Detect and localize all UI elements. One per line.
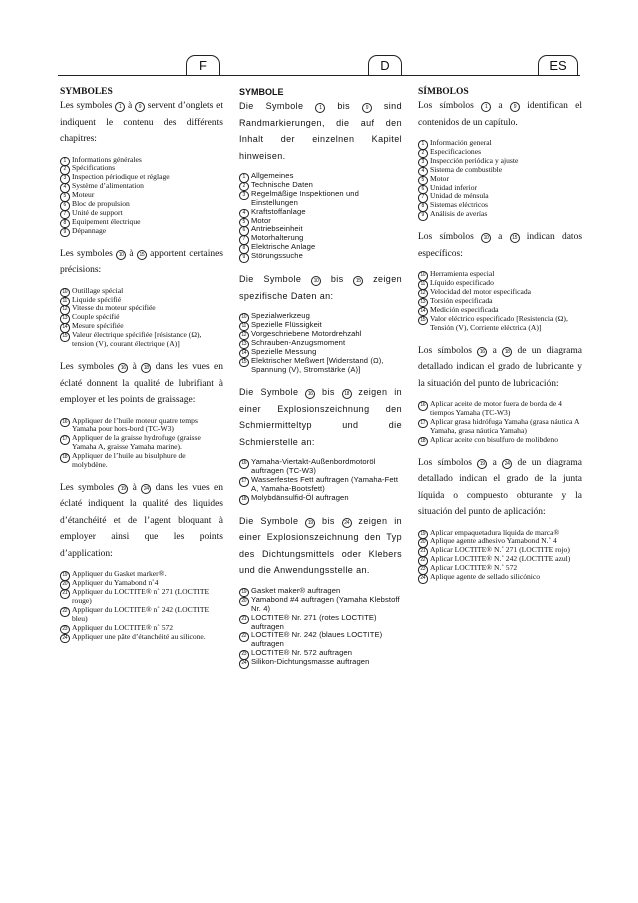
- symbol-number-icon: 18: [60, 453, 70, 463]
- list-item-text: Inspection périodique et réglage: [72, 172, 170, 182]
- symbol-number-icon: 4: [239, 209, 249, 219]
- symbol-number-icon: 10: [116, 250, 126, 260]
- symbol-number-icon: 4: [418, 167, 428, 177]
- symbol-number-icon: 19: [60, 571, 70, 581]
- list-item: [418, 436, 582, 445]
- list-item-text: Dépannage: [72, 225, 107, 235]
- symbol-number-icon: 3: [418, 158, 428, 168]
- list-item-text: Appliquer une pâte d’étanchéité au silicone.: [72, 631, 206, 641]
- list-item: [60, 633, 223, 642]
- list-item-text: Medición especificada: [430, 304, 499, 314]
- list-item-text: Aplicar LOCTITE® N.˚ 271 (LOCTITE rojo): [430, 545, 570, 555]
- list-item: [60, 434, 223, 452]
- symbol-number-icon: 11: [60, 297, 70, 307]
- intro-paragraph: [239, 271, 402, 304]
- list-item: [418, 315, 582, 333]
- symbol-number-icon: 2: [239, 182, 249, 192]
- intro-paragraph: [60, 480, 223, 563]
- symbol-number-icon: 19: [239, 588, 249, 598]
- paragraph-text: de un diagrama detallado indican el grado de lubricante y la situación del punto de lubricación:: [418, 345, 582, 389]
- symbol-number-icon: 1: [60, 157, 70, 167]
- list-item-text: Appliquer du LOCTITE® n˚ 242 (LOCTITE bleu): [72, 605, 210, 623]
- column-spanish: [418, 86, 582, 592]
- list-item: [239, 190, 402, 208]
- intro-paragraph: [418, 455, 582, 521]
- list-item: [239, 357, 402, 375]
- list-item-text: Informations générales: [72, 154, 142, 164]
- symbol-number-icon: 1: [418, 140, 428, 150]
- list-item-text: Liquide spécifié: [72, 294, 122, 304]
- symbol-number-icon: 24: [239, 659, 249, 669]
- symbol-list: [60, 417, 223, 470]
- symbol-number-icon: 12: [239, 331, 249, 341]
- symbol-list: [60, 156, 223, 236]
- section-title: SÍMBOLOS: [418, 87, 469, 97]
- symbol-number-icon: 24: [342, 518, 352, 528]
- paragraph-text: Les symboles: [60, 248, 117, 259]
- symbol-number-icon: 9: [418, 211, 428, 221]
- symbol-number-icon: 16: [118, 363, 128, 373]
- list-item-text: Regelmäßige Inspektionen und Einstellungen: [251, 188, 359, 207]
- list-item-text: Análisis de averías: [430, 209, 488, 219]
- paragraph-text: a: [487, 457, 503, 468]
- paragraph-text: apportent certaines précisions:: [60, 248, 224, 276]
- list-item-text: Bloc de propulsion: [72, 199, 130, 209]
- symbol-number-icon: 7: [239, 235, 249, 245]
- symbol-number-icon: 24: [141, 484, 151, 494]
- intro-paragraph: [60, 246, 223, 279]
- list-item-text: Spezielle Messung: [251, 346, 317, 356]
- symbol-number-icon: 6: [60, 201, 70, 211]
- symbol-number-icon: 10: [481, 233, 491, 243]
- symbol-number-icon: 18: [502, 347, 512, 357]
- symbol-number-icon: 10: [239, 313, 249, 323]
- list-item: [418, 400, 582, 418]
- symbol-number-icon: 8: [60, 219, 70, 229]
- symbol-number-icon: 15: [60, 332, 70, 342]
- list-item-text: Motorhalterung: [251, 233, 304, 243]
- symbol-number-icon: 8: [239, 244, 249, 254]
- list-item: [60, 452, 223, 470]
- list-item-text: Appliquer du LOCTITE® n˚ 572: [72, 622, 174, 632]
- symbol-list: [239, 172, 402, 261]
- list-item-text: Silikon-Dichtungsmasse auftragen: [251, 657, 370, 667]
- paragraph-text: identifican el contenidos de un capítulo.: [418, 101, 582, 128]
- paragraph-text: zeigen spezifische Daten an:: [239, 274, 402, 301]
- list-item-text: Couple spécifié: [72, 312, 120, 322]
- paragraph-text: Les symboles: [60, 362, 119, 372]
- list-item-text: Technische Daten: [251, 179, 313, 189]
- symbol-number-icon: 1: [315, 103, 325, 113]
- tab-german: D: [368, 55, 402, 75]
- symbol-number-icon: 9: [510, 102, 520, 112]
- list-item-text: Información general: [430, 138, 492, 147]
- symbol-number-icon: 24: [418, 574, 428, 584]
- intro-paragraph: [418, 229, 582, 262]
- list-item-text: Yamaha-Viertakt-Außenbordmotoröl auftragen (TC-W3): [251, 457, 376, 476]
- intro-paragraph: [418, 343, 582, 393]
- symbol-list: [239, 458, 402, 503]
- list-item-text: Outillage spécial: [72, 285, 124, 295]
- section-title: SYMBOLES: [60, 87, 113, 97]
- list-item-text: Inspección periódica y ajuste: [430, 155, 519, 165]
- symbol-number-icon: 5: [418, 176, 428, 186]
- paragraph-text: Die Symbole: [239, 101, 316, 111]
- list-item-text: Störungssuche: [251, 251, 303, 261]
- paragraph-text: Les symboles: [60, 482, 119, 493]
- symbol-number-icon: 14: [418, 307, 428, 317]
- symbol-number-icon: 23: [418, 565, 428, 575]
- list-item-text: Especificaciones: [430, 146, 482, 156]
- list-item-text: Aplique agente adhesivo Yamabond N.˚ 4: [430, 536, 557, 546]
- paragraph-text: a: [490, 232, 510, 243]
- paragraph-text: Die Symbole: [239, 515, 306, 526]
- header-rule: [58, 75, 580, 76]
- symbol-number-icon: 15: [137, 250, 147, 260]
- paragraph-text: zeigen in einer Explosionszeichnung den Schmiermitteltyp und die Schmierstelle an:: [239, 387, 402, 447]
- symbol-number-icon: 12: [418, 289, 428, 299]
- symbol-number-icon: 24: [60, 634, 70, 644]
- list-item-text: Moteur: [72, 190, 95, 200]
- list-item: [239, 658, 402, 667]
- list-item-text: Spezielle Flüssigkeit: [251, 319, 322, 329]
- paragraph-text: a: [487, 345, 503, 356]
- intro-paragraph: [239, 98, 402, 164]
- paragraph-text: indican datos específicos:: [418, 232, 583, 259]
- paragraph-text: dans les vues en éclaté donnent la qualité de lubrifiant à employer et les points de graissage:: [60, 362, 223, 405]
- list-item-text: Unidad de ménsula: [430, 191, 489, 201]
- list-item-text: Sistemas eléctricos: [430, 200, 488, 210]
- paragraph-text: à: [125, 101, 135, 111]
- list-item: [418, 418, 582, 436]
- list-item-text: Vitesse du moteur spécifiée: [72, 303, 156, 313]
- symbol-number-icon: 6: [239, 226, 249, 236]
- column-german: [239, 86, 402, 677]
- tab-spanish: ES: [538, 55, 578, 75]
- symbol-number-icon: 22: [239, 632, 249, 642]
- list-item-text: Aplicar empaquetadura líquida de marca®: [430, 527, 560, 537]
- list-item-text: Appliquer du Gasket marker®.: [72, 569, 167, 579]
- paragraph-text: de un diagrama detallado indican el grado de la junta líquida o compuesto obturante y la situación del punto de aplicación:: [418, 457, 582, 518]
- symbol-number-icon: 5: [239, 218, 249, 228]
- list-item: [418, 573, 582, 582]
- list-item-text: Unité de support: [72, 207, 123, 217]
- list-item-text: Molybdänsulfid-Öl auftragen: [251, 493, 349, 503]
- symbol-list: [418, 529, 582, 582]
- symbol-number-icon: 19: [418, 530, 428, 540]
- intro-paragraph: [60, 359, 223, 409]
- list-item: [239, 476, 402, 494]
- symbol-number-icon: 9: [135, 102, 145, 112]
- paragraph-text: à: [128, 482, 142, 493]
- paragraph-text: a: [491, 101, 510, 111]
- list-item: [239, 631, 402, 649]
- list-item-text: Aplicar aceite de motor fuera de borda de 4 tiempos Yamaha (TC-W3): [430, 399, 562, 417]
- symbol-number-icon: 18: [342, 389, 352, 399]
- list-item-text: Motor: [251, 215, 271, 225]
- paragraph-text: bis: [321, 274, 354, 285]
- intro-paragraph: [418, 98, 582, 131]
- symbol-number-icon: 15: [239, 358, 249, 368]
- symbol-number-icon: 3: [60, 174, 70, 184]
- list-item-text: LOCTITE® Nr. 271 (rotes LOCTITE) auftragen: [251, 612, 377, 631]
- symbol-number-icon: 22: [418, 556, 428, 566]
- list-item: [239, 494, 402, 503]
- symbol-number-icon: 10: [60, 288, 70, 298]
- symbol-number-icon: 7: [60, 210, 70, 220]
- list-item-text: Gasket maker® auftragen: [251, 585, 341, 595]
- symbol-number-icon: 1: [115, 102, 125, 112]
- paragraph-text: Los símbolos: [418, 345, 478, 356]
- symbol-number-icon: 16: [418, 401, 428, 411]
- list-item-text: Aplicar LOCTITE® N.˚ 242 (LOCTITE azul): [430, 554, 571, 564]
- symbol-number-icon: 15: [510, 233, 520, 243]
- symbol-number-icon: 13: [60, 314, 70, 324]
- list-item-text: Kraftstoffanlage: [251, 206, 306, 216]
- symbol-number-icon: 10: [418, 271, 428, 281]
- list-item-text: LOCTITE® Nr. 572 auftragen: [251, 648, 353, 658]
- symbol-number-icon: 1: [481, 102, 491, 112]
- symbol-number-icon: 4: [60, 183, 70, 193]
- list-item: [60, 417, 223, 435]
- symbol-list: [60, 570, 223, 641]
- symbol-number-icon: 21: [418, 547, 428, 557]
- list-item-text: Aplicar aceite con bisulfuro de molibdeno: [430, 434, 558, 444]
- list-item: [239, 614, 402, 632]
- paragraph-text: bis: [325, 101, 362, 111]
- list-item-text: Equipement électrique: [72, 216, 141, 226]
- paragraph-text: Los símbolos: [418, 457, 478, 468]
- symbol-number-icon: 11: [239, 322, 249, 332]
- symbol-number-icon: 20: [418, 538, 428, 548]
- symbol-number-icon: 21: [239, 615, 249, 625]
- list-item-text: Motor: [430, 173, 449, 183]
- list-item-text: Sistema de combustible: [430, 164, 503, 174]
- symbol-number-icon: 23: [60, 625, 70, 635]
- list-item: [60, 588, 223, 606]
- list-item: [60, 606, 223, 624]
- symbol-number-icon: 14: [60, 323, 70, 333]
- symbol-number-icon: 3: [239, 191, 249, 201]
- list-item-text: Allgemeines: [251, 171, 294, 180]
- symbol-number-icon: 18: [141, 363, 151, 373]
- list-item-text: Appliquer du Yamabond n˚4: [72, 578, 159, 588]
- list-item: [418, 210, 582, 219]
- symbol-number-icon: 20: [239, 597, 249, 607]
- symbol-number-icon: 13: [418, 298, 428, 308]
- symbol-list: [418, 270, 582, 332]
- list-item-text: Valeur électrique spécifiée [résistance (Ω), tension (V), courant électrique (A)]: [72, 330, 202, 349]
- list-item-text: Unidad inferior: [430, 182, 478, 192]
- symbol-number-icon: 16: [477, 347, 487, 357]
- symbol-number-icon: 20: [60, 580, 70, 590]
- list-item-text: Líquido especificado: [430, 278, 494, 288]
- symbol-number-icon: 18: [418, 437, 428, 447]
- list-item-text: Elektrische Anlage: [251, 242, 316, 252]
- list-item-text: Herramienta especial: [430, 269, 495, 279]
- paragraph-text: servent d’onglets et indiquent le contenu des différents chapitres:: [60, 101, 223, 144]
- paragraph-text: Los símbolos: [418, 232, 481, 243]
- intro-paragraph: [239, 513, 402, 579]
- symbol-number-icon: 9: [60, 228, 70, 238]
- symbol-number-icon: 19: [477, 459, 487, 469]
- intro-paragraph: [239, 384, 402, 450]
- symbol-list: [418, 139, 582, 219]
- symbol-number-icon: 14: [239, 349, 249, 359]
- paragraph-text: à: [128, 362, 142, 372]
- symbol-number-icon: 5: [60, 192, 70, 202]
- symbol-number-icon: 2: [418, 149, 428, 159]
- paragraph-text: Los símbolos: [418, 101, 482, 111]
- list-item-text: Appliquer de la graisse hydrofuge (graisse Yamaha A, graisse Yamaha marine).: [72, 433, 201, 452]
- list-item-text: Spécifications: [72, 163, 116, 173]
- symbol-number-icon: 8: [418, 202, 428, 212]
- symbol-list: [60, 287, 223, 349]
- symbol-number-icon: 16: [305, 389, 315, 399]
- list-item-text: Spezialwerkzeug: [251, 311, 310, 321]
- list-item-text: LOCTITE® Nr. 242 (blaues LOCTITE) auftragen: [251, 630, 383, 649]
- paragraph-text: dans les vues en éclaté indiquent la qualité des liquides d’étanchéité et de l’agent bloquant à employer ainsi que les points d’application:: [60, 482, 223, 559]
- list-item-text: Elektrischer Meßwert [Widerstand (Ω), Spannung (V), Stromstärke (A)]: [251, 355, 384, 374]
- symbol-number-icon: 17: [239, 477, 249, 487]
- list-item: [239, 596, 402, 614]
- paragraph-text: sind Randmarkierungen, die auf den Inhalt der einzelnen Kapitel hinweisen.: [239, 101, 402, 161]
- list-item: [60, 227, 223, 236]
- list-item-text: Schrauben-Anzugsmoment: [251, 337, 346, 347]
- list-item-text: Aplicar grasa hidrófuga Yamaha (grasa náutica A Yamaha, grasa náutica Yamaha): [430, 416, 580, 435]
- list-item-text: Vorgeschriebene Motordrehzahl: [251, 328, 362, 338]
- list-item: [60, 331, 223, 349]
- list-item-text: Velocidad del motor especificada: [430, 286, 531, 296]
- symbol-number-icon: 23: [239, 650, 249, 660]
- symbol-number-icon: 22: [60, 607, 70, 617]
- tab-french: F: [186, 55, 220, 75]
- symbol-list: [418, 400, 582, 445]
- paragraph-text: Die Symbole: [239, 387, 306, 398]
- symbol-number-icon: 19: [118, 484, 128, 494]
- symbol-number-icon: 15: [418, 316, 428, 326]
- paragraph-text: Les symboles: [60, 101, 116, 111]
- list-item-text: Yamabond #4 auftragen (Yamaha Klebstoff Nr. 4): [251, 594, 400, 613]
- section-title: SYMBOLE: [239, 87, 284, 97]
- list-item-text: Appliquer de l’huile au bisulphure de molybdène.: [72, 451, 186, 470]
- list-item-text: Appliquer de l’huile moteur quatre temps Yamaha pour hors-bord (TC-W3): [72, 415, 198, 434]
- symbol-number-icon: 10: [311, 276, 321, 286]
- column-french: [60, 86, 223, 652]
- symbol-number-icon: 7: [418, 193, 428, 203]
- list-item-text: Antriebseinheit: [251, 224, 303, 234]
- list-item-text: Appliquer du LOCTITE® n˚ 271 (LOCTITE rouge): [72, 587, 210, 606]
- symbol-number-icon: 12: [60, 305, 70, 315]
- symbol-number-icon: 24: [502, 459, 512, 469]
- symbol-number-icon: 21: [60, 589, 70, 599]
- symbol-number-icon: 9: [239, 253, 249, 263]
- paragraph-text: à: [126, 248, 137, 259]
- list-item-text: Aplicar LOCTITE® N.˚ 572: [430, 563, 518, 573]
- symbol-number-icon: 11: [418, 280, 428, 290]
- symbol-number-icon: 15: [353, 276, 363, 286]
- symbol-number-icon: 9: [362, 103, 372, 113]
- list-item-text: Système d’alimentation: [72, 181, 144, 191]
- list-item-text: Aplique agente de sellado silicónico: [430, 572, 541, 582]
- list-item: [239, 458, 402, 476]
- symbol-list: [239, 312, 402, 374]
- intro-paragraph: [60, 98, 223, 148]
- symbol-number-icon: 17: [60, 435, 70, 445]
- symbol-number-icon: 1: [239, 173, 249, 183]
- symbol-number-icon: 2: [60, 165, 70, 175]
- list-item-text: Valor eléctrico especificado [Resistencia (Ω), Tensión (V), Corriente eléctrica (A)]: [430, 313, 568, 332]
- symbol-number-icon: 13: [239, 340, 249, 350]
- list-item: [239, 252, 402, 261]
- symbol-number-icon: 16: [60, 418, 70, 428]
- symbol-number-icon: 19: [305, 518, 315, 528]
- list-item-text: Torsión especificada: [430, 295, 493, 305]
- symbol-number-icon: 6: [418, 185, 428, 195]
- symbol-number-icon: 18: [239, 495, 249, 505]
- language-tabs: [0, 55, 638, 81]
- paragraph-text: bis: [315, 515, 342, 526]
- paragraph-text: Die Symbole: [239, 274, 312, 285]
- list-item-text: Mesure spécifiée: [72, 321, 124, 331]
- symbol-list: [239, 587, 402, 667]
- symbol-number-icon: 16: [239, 459, 249, 469]
- paragraph-text: bis: [315, 387, 342, 398]
- symbol-number-icon: 17: [418, 419, 428, 429]
- list-item-text: Wasserfestes Fett auftragen (Yamaha-Fett A, Yamaha-Bootsfett): [251, 475, 399, 494]
- paragraph-text: zeigen in einer Explosionszeichnung den Typ des Dichtungsmittels oder Klebers und die Anwendungsstelle an.: [239, 515, 402, 576]
